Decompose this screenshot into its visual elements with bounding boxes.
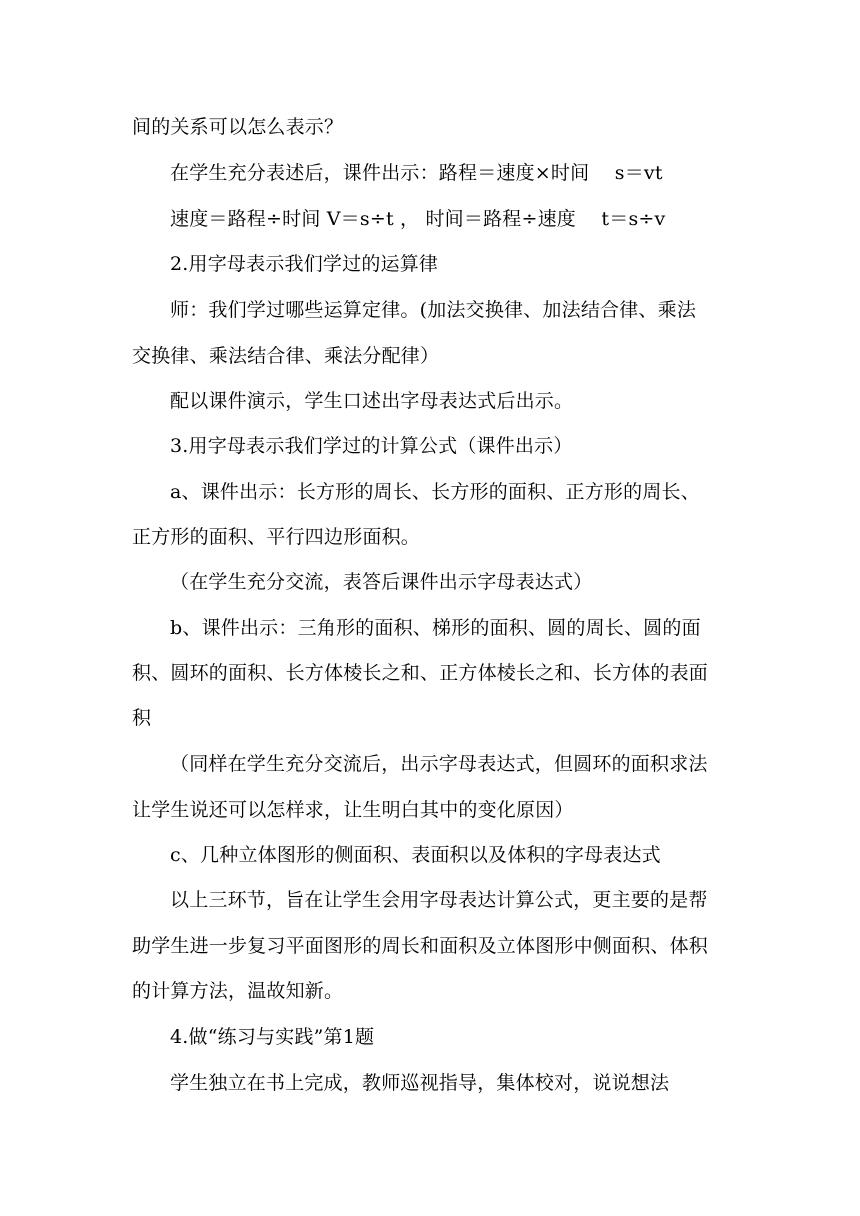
paragraph-line: （在学生充分交流，表答后课件出示字母表达式） (170, 571, 593, 593)
paragraph-line: 学生独立在书上完成，教师巡视指导，集体校对，说说想法 (170, 1072, 670, 1094)
paragraph-line: 助学生进一步复习平面图形的周长和面积及立体图形中侧面积、体积 (132, 935, 709, 957)
paragraph-line: b、课件出示：三角形的面积、梯形的面积、圆的周长、圆的面 (170, 617, 701, 639)
section-heading: 3.用字母表示我们学过的计算公式（课件出示） (170, 435, 573, 457)
paragraph-line: 正方形的面积、平行四边形面积。 (132, 526, 421, 548)
paragraph-line: （同样在学生充分交流后，出示字母表达式，但圆环的面积求法 (170, 753, 708, 775)
paragraph-line: a、课件出示：长方形的周长、长方形的面积、正方形的周长、 (170, 481, 700, 503)
paragraph-line: 速度＝路程÷时间 V＝s÷t ， 时间＝路程÷速度 t＝s÷v (170, 208, 666, 230)
section-heading: 4.做“练习与实践”第1题 (170, 1026, 375, 1048)
paragraph-line: c、几种立体图形的侧面积、表面积以及体积的字母表达式 (170, 844, 661, 866)
paragraph-line: 师：我们学过哪些运算定律。(加法交换律、加法结合律、乘法 (170, 299, 697, 321)
paragraph-line: 的计算方法，温故知新。 (132, 980, 344, 1002)
section-heading: 2.用字母表示我们学过的运算律 (170, 253, 439, 275)
paragraph-line: 让学生说还可以怎样求，让生明白其中的变化原因） (132, 799, 574, 821)
paragraph-line: 积、圆环的面积、长方体棱长之和、正方体棱长之和、长方体的表面 (132, 662, 709, 684)
paragraph-line: 配以课件演示，学生口述出字母表达式后出示。 (170, 390, 574, 412)
paragraph-line: 交换律、乘法结合律、乘法分配律） (132, 345, 440, 367)
paragraph-line: 积 (132, 707, 152, 729)
paragraph-line: 在学生充分表述后，课件出示：路程＝速度×时间 s＝vt (170, 162, 663, 184)
paragraph-line: 以上三环节，旨在让学生会用字母表达计算公式，更主要的是帮 (170, 889, 708, 911)
paragraph-line: 间的关系可以怎么表示？ (132, 116, 344, 138)
